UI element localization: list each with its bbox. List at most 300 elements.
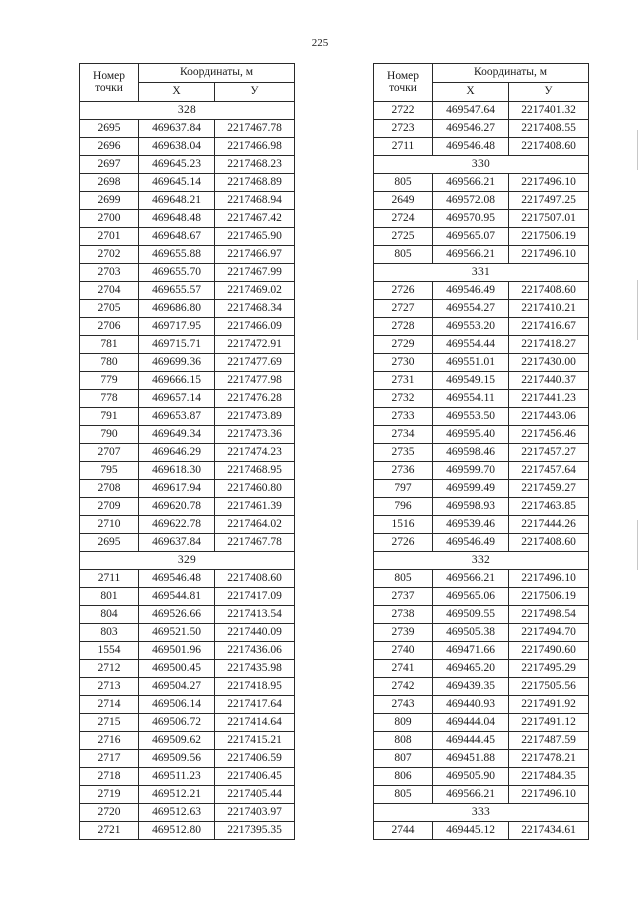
y-coordinate-cell: 2217413.54: [215, 606, 295, 624]
table-row: [80, 768, 295, 786]
x-coordinate-cell: 469512.63: [139, 804, 215, 822]
x-coordinate-cell: 469699.36: [139, 354, 215, 372]
table-row: [374, 678, 589, 696]
table-row: [80, 210, 295, 228]
y-header: У: [509, 83, 589, 102]
table-row: [374, 516, 589, 534]
y-coordinate-cell: 2217474.23: [215, 444, 295, 462]
y-coordinate-cell: 2217476.28: [215, 390, 295, 408]
y-coordinate-cell: 2217417.64: [215, 696, 295, 714]
y-coordinate-cell: 2217484.35: [509, 768, 589, 786]
x-coordinate-cell: 469444.45: [433, 732, 509, 750]
x-coordinate-cell: 469648.21: [139, 192, 215, 210]
table-row: [374, 462, 589, 480]
point-number-cell: 2729: [374, 336, 433, 354]
x-coordinate-cell: 469546.48: [139, 570, 215, 588]
table-row: [374, 570, 589, 588]
table-row: [80, 390, 295, 408]
x-coordinate-cell: 469655.70: [139, 264, 215, 282]
y-coordinate-cell: 2217406.59: [215, 750, 295, 768]
x-coordinate-cell: 469565.07: [433, 228, 509, 246]
x-coordinate-cell: 469465.20: [433, 660, 509, 678]
y-coordinate-cell: 2217490.60: [509, 642, 589, 660]
table-body-right: [374, 102, 589, 840]
x-coordinate-cell: 469717.95: [139, 318, 215, 336]
x-coordinate-cell: 469666.15: [139, 372, 215, 390]
x-coordinate-cell: 469521.50: [139, 624, 215, 642]
point-number-cell: 2715: [80, 714, 139, 732]
y-header: У: [215, 83, 295, 102]
x-coordinate-cell: 469546.49: [433, 282, 509, 300]
y-coordinate-cell: 2217468.95: [215, 462, 295, 480]
y-coordinate-cell: 2217468.23: [215, 156, 295, 174]
x-coordinate-cell: 469509.55: [433, 606, 509, 624]
coordinates-table-left: [79, 63, 295, 840]
point-number-cell: 2649: [374, 192, 433, 210]
point-number-cell: 805: [374, 246, 433, 264]
table-row: [374, 606, 589, 624]
point-number-cell: 801: [80, 588, 139, 606]
table-row: [374, 696, 589, 714]
point-number-cell: 781: [80, 336, 139, 354]
y-coordinate-cell: 2217416.67: [509, 318, 589, 336]
table-row: [374, 246, 589, 264]
x-coordinate-cell: 469657.14: [139, 390, 215, 408]
y-coordinate-cell: 2217477.69: [215, 354, 295, 372]
point-number-cell: 1554: [80, 642, 139, 660]
point-number-header-line2: точки: [389, 81, 417, 94]
x-coordinate-cell: 469444.04: [433, 714, 509, 732]
x-coordinate-cell: 469598.93: [433, 498, 509, 516]
table-row: [80, 480, 295, 498]
table-row: [374, 624, 589, 642]
point-number-cell: 2743: [374, 696, 433, 714]
point-number-cell: 2706: [80, 318, 139, 336]
x-header: X: [433, 83, 509, 102]
x-coordinate-cell: 469566.21: [433, 246, 509, 264]
y-coordinate-cell: 2217468.89: [215, 174, 295, 192]
page-number: 225: [311, 37, 329, 49]
x-coordinate-cell: 469440.93: [433, 696, 509, 714]
table-row: [374, 660, 589, 678]
y-coordinate-cell: 2217491.92: [509, 696, 589, 714]
point-number-cell: 2705: [80, 300, 139, 318]
point-number-cell: 2701: [80, 228, 139, 246]
point-number-cell: 2718: [80, 768, 139, 786]
x-coordinate-cell: 469546.27: [433, 120, 509, 138]
point-number-cell: 806: [374, 768, 433, 786]
point-number-cell: 2730: [374, 354, 433, 372]
table-row: [80, 732, 295, 750]
table-row: [80, 624, 295, 642]
x-coordinate-cell: 469648.48: [139, 210, 215, 228]
table-row: [80, 534, 295, 552]
x-coordinate-cell: 469570.95: [433, 210, 509, 228]
point-number-cell: 2702: [80, 246, 139, 264]
y-coordinate-cell: 2217417.09: [215, 588, 295, 606]
x-coordinate-cell: 469551.01: [433, 354, 509, 372]
x-coordinate-cell: 469554.44: [433, 336, 509, 354]
coordinates-header: Координаты, м: [139, 64, 295, 83]
x-coordinate-cell: 469645.23: [139, 156, 215, 174]
point-number-cell: 780: [80, 354, 139, 372]
y-coordinate-cell: 2217435.98: [215, 660, 295, 678]
y-coordinate-cell: 2217436.06: [215, 642, 295, 660]
x-coordinate-cell: 469565.06: [433, 588, 509, 606]
table-row: [80, 372, 295, 390]
table-row: [374, 228, 589, 246]
point-number-cell: 2716: [80, 732, 139, 750]
y-coordinate-cell: 2217401.32: [509, 102, 589, 120]
table-row: [80, 804, 295, 822]
x-coordinate-cell: 469544.81: [139, 588, 215, 606]
table-row: [374, 732, 589, 750]
y-coordinate-cell: 2217418.27: [509, 336, 589, 354]
y-coordinate-cell: 2217408.60: [509, 282, 589, 300]
group-number: 333: [374, 804, 589, 822]
y-coordinate-cell: 2217467.78: [215, 120, 295, 138]
y-coordinate-cell: 2217456.46: [509, 426, 589, 444]
y-coordinate-cell: 2217466.97: [215, 246, 295, 264]
coordinates-header: Координаты, м: [433, 64, 589, 83]
x-coordinate-cell: 469649.34: [139, 426, 215, 444]
table-row: [80, 786, 295, 804]
point-number-cell: 2704: [80, 282, 139, 300]
y-coordinate-cell: 2217418.95: [215, 678, 295, 696]
x-coordinate-cell: 469546.48: [433, 138, 509, 156]
table-row: [80, 444, 295, 462]
x-coordinate-cell: 469554.27: [433, 300, 509, 318]
point-number-cell: 2721: [80, 822, 139, 840]
y-coordinate-cell: 2217434.61: [509, 822, 589, 840]
table-row: [374, 768, 589, 786]
point-number-cell: 2699: [80, 192, 139, 210]
y-coordinate-cell: 2217487.59: [509, 732, 589, 750]
x-coordinate-cell: 469506.72: [139, 714, 215, 732]
group-row: [80, 552, 295, 570]
point-number-cell: 804: [80, 606, 139, 624]
group-number: 328: [80, 102, 295, 120]
point-number-header-line2: точки: [95, 81, 123, 94]
point-number-cell: 2708: [80, 480, 139, 498]
scan-edge-mark: [637, 130, 638, 170]
y-coordinate-cell: 2217468.34: [215, 300, 295, 318]
table-row: [80, 156, 295, 174]
table-row: [374, 480, 589, 498]
point-number-cell: 2725: [374, 228, 433, 246]
table-row: [374, 210, 589, 228]
point-number-cell: 2727: [374, 300, 433, 318]
point-number-cell: 2695: [80, 534, 139, 552]
group-row: [374, 552, 589, 570]
table-row: [80, 282, 295, 300]
table-row: [80, 120, 295, 138]
y-coordinate-cell: 2217506.19: [509, 228, 589, 246]
point-number-header-line1: Номер: [93, 70, 125, 82]
x-coordinate-cell: 469620.78: [139, 498, 215, 516]
point-number-cell: 805: [374, 174, 433, 192]
x-coordinate-cell: 469648.67: [139, 228, 215, 246]
y-coordinate-cell: 2217415.21: [215, 732, 295, 750]
group-number: 331: [374, 264, 589, 282]
group-number: 329: [80, 552, 295, 570]
y-coordinate-cell: 2217463.85: [509, 498, 589, 516]
x-coordinate-cell: 469471.66: [433, 642, 509, 660]
point-number-cell: 808: [374, 732, 433, 750]
point-number-cell: 779: [80, 372, 139, 390]
x-coordinate-cell: 469501.96: [139, 642, 215, 660]
table-row: [80, 300, 295, 318]
x-coordinate-cell: 469439.35: [433, 678, 509, 696]
y-coordinate-cell: 2217440.09: [215, 624, 295, 642]
table-row: [374, 822, 589, 840]
table-row: [374, 372, 589, 390]
y-coordinate-cell: 2217444.26: [509, 516, 589, 534]
x-coordinate-cell: 469617.94: [139, 480, 215, 498]
y-coordinate-cell: 2217497.25: [509, 192, 589, 210]
y-coordinate-cell: 2217494.70: [509, 624, 589, 642]
point-number-cell: 2731: [374, 372, 433, 390]
point-number-header: [374, 64, 433, 102]
table-row: [80, 588, 295, 606]
point-number-cell: 2697: [80, 156, 139, 174]
point-number-cell: 778: [80, 390, 139, 408]
point-number-cell: 2717: [80, 750, 139, 768]
y-coordinate-cell: 2217496.10: [509, 174, 589, 192]
table-row: [374, 192, 589, 210]
table-row: [374, 534, 589, 552]
table-row: [374, 750, 589, 768]
point-number-cell: 2710: [80, 516, 139, 534]
x-coordinate-cell: 469526.66: [139, 606, 215, 624]
y-coordinate-cell: 2217468.94: [215, 192, 295, 210]
group-row: [374, 804, 589, 822]
x-coordinate-cell: 469512.80: [139, 822, 215, 840]
point-number-cell: 2696: [80, 138, 139, 156]
y-coordinate-cell: 2217505.56: [509, 678, 589, 696]
x-coordinate-cell: 469622.78: [139, 516, 215, 534]
y-coordinate-cell: 2217506.19: [509, 588, 589, 606]
point-number-cell: 2712: [80, 660, 139, 678]
y-coordinate-cell: 2217460.80: [215, 480, 295, 498]
x-header: X: [139, 83, 215, 102]
x-coordinate-cell: 469553.20: [433, 318, 509, 336]
y-coordinate-cell: 2217410.21: [509, 300, 589, 318]
point-number-cell: 2714: [80, 696, 139, 714]
x-coordinate-cell: 469566.21: [433, 174, 509, 192]
table-row: [80, 354, 295, 372]
x-coordinate-cell: 469504.27: [139, 678, 215, 696]
point-number-cell: 795: [80, 462, 139, 480]
table-row: [80, 606, 295, 624]
point-number-header-line1: Номер: [387, 70, 419, 82]
x-coordinate-cell: 469445.12: [433, 822, 509, 840]
table-row: [374, 588, 589, 606]
y-coordinate-cell: 2217440.37: [509, 372, 589, 390]
point-number-cell: 2711: [374, 138, 433, 156]
y-coordinate-cell: 2217406.45: [215, 768, 295, 786]
point-number-cell: 2742: [374, 678, 433, 696]
point-number-cell: 2719: [80, 786, 139, 804]
y-coordinate-cell: 2217467.42: [215, 210, 295, 228]
y-coordinate-cell: 2217467.78: [215, 534, 295, 552]
y-coordinate-cell: 2217496.10: [509, 786, 589, 804]
point-number-cell: 2736: [374, 462, 433, 480]
x-coordinate-cell: 469549.15: [433, 372, 509, 390]
point-number-cell: 2700: [80, 210, 139, 228]
point-number-cell: 805: [374, 570, 433, 588]
point-number-cell: 790: [80, 426, 139, 444]
table-row: [80, 246, 295, 264]
point-number-cell: 2735: [374, 444, 433, 462]
table-row: [374, 120, 589, 138]
y-coordinate-cell: 2217441.23: [509, 390, 589, 408]
table-row: [374, 408, 589, 426]
x-coordinate-cell: 469637.84: [139, 534, 215, 552]
x-coordinate-cell: 469599.70: [433, 462, 509, 480]
y-coordinate-cell: 2217477.98: [215, 372, 295, 390]
point-number-cell: 803: [80, 624, 139, 642]
x-coordinate-cell: 469598.46: [433, 444, 509, 462]
x-coordinate-cell: 469566.21: [433, 570, 509, 588]
y-coordinate-cell: 2217472.91: [215, 336, 295, 354]
point-number-cell: 796: [374, 498, 433, 516]
y-coordinate-cell: 2217408.60: [215, 570, 295, 588]
x-coordinate-cell: 469655.57: [139, 282, 215, 300]
table-row: [80, 678, 295, 696]
y-coordinate-cell: 2217408.60: [509, 534, 589, 552]
point-number-cell: 2720: [80, 804, 139, 822]
y-coordinate-cell: 2217414.64: [215, 714, 295, 732]
table-row: [80, 660, 295, 678]
y-coordinate-cell: 2217466.09: [215, 318, 295, 336]
y-coordinate-cell: 2217457.27: [509, 444, 589, 462]
table-row: [80, 822, 295, 840]
table-row: [374, 174, 589, 192]
y-coordinate-cell: 2217507.01: [509, 210, 589, 228]
scan-edge-mark: [637, 280, 638, 340]
table-row: [80, 498, 295, 516]
point-number-cell: 805: [374, 786, 433, 804]
table-row: [374, 498, 589, 516]
point-number-cell: 2723: [374, 120, 433, 138]
x-coordinate-cell: 469554.11: [433, 390, 509, 408]
x-coordinate-cell: 469512.21: [139, 786, 215, 804]
x-coordinate-cell: 469509.56: [139, 750, 215, 768]
y-coordinate-cell: 2217395.35: [215, 822, 295, 840]
x-coordinate-cell: 469655.88: [139, 246, 215, 264]
table-row: [80, 174, 295, 192]
y-coordinate-cell: 2217473.89: [215, 408, 295, 426]
y-coordinate-cell: 2217498.54: [509, 606, 589, 624]
x-coordinate-cell: 469506.14: [139, 696, 215, 714]
y-coordinate-cell: 2217496.10: [509, 570, 589, 588]
y-coordinate-cell: 2217491.12: [509, 714, 589, 732]
point-number-cell: 2703: [80, 264, 139, 282]
table-row: [80, 516, 295, 534]
table-row: [80, 228, 295, 246]
point-number-cell: 807: [374, 750, 433, 768]
y-coordinate-cell: 2217443.06: [509, 408, 589, 426]
y-coordinate-cell: 2217496.10: [509, 246, 589, 264]
point-number-cell: 2737: [374, 588, 433, 606]
x-coordinate-cell: 469653.87: [139, 408, 215, 426]
x-coordinate-cell: 469505.90: [433, 768, 509, 786]
y-coordinate-cell: 2217469.02: [215, 282, 295, 300]
table-row: [374, 300, 589, 318]
point-number-cell: 2726: [374, 282, 433, 300]
y-coordinate-cell: 2217408.55: [509, 120, 589, 138]
point-number-cell: 2741: [374, 660, 433, 678]
x-coordinate-cell: 469451.88: [433, 750, 509, 768]
group-row: [374, 264, 589, 282]
table-row: [80, 570, 295, 588]
group-row: [374, 156, 589, 174]
table-row: [80, 462, 295, 480]
point-number-header: [80, 64, 139, 102]
x-coordinate-cell: 469645.14: [139, 174, 215, 192]
point-number-cell: 2734: [374, 426, 433, 444]
x-coordinate-cell: 469618.30: [139, 462, 215, 480]
point-number-cell: 809: [374, 714, 433, 732]
table-row: [374, 282, 589, 300]
table-row: [374, 336, 589, 354]
y-coordinate-cell: 2217457.64: [509, 462, 589, 480]
table-row: [374, 444, 589, 462]
table-row: [80, 192, 295, 210]
x-coordinate-cell: 469539.46: [433, 516, 509, 534]
x-coordinate-cell: 469553.50: [433, 408, 509, 426]
y-coordinate-cell: 2217465.90: [215, 228, 295, 246]
x-coordinate-cell: 469646.29: [139, 444, 215, 462]
x-coordinate-cell: 469715.71: [139, 336, 215, 354]
y-coordinate-cell: 2217430.00: [509, 354, 589, 372]
x-coordinate-cell: 469637.84: [139, 120, 215, 138]
point-number-cell: 2724: [374, 210, 433, 228]
x-coordinate-cell: 469546.49: [433, 534, 509, 552]
x-coordinate-cell: 469511.23: [139, 768, 215, 786]
table-row: [80, 408, 295, 426]
point-number-cell: 2728: [374, 318, 433, 336]
point-number-cell: 2739: [374, 624, 433, 642]
y-coordinate-cell: 2217478.21: [509, 750, 589, 768]
point-number-cell: 797: [374, 480, 433, 498]
table-row: [80, 318, 295, 336]
table-row: [80, 264, 295, 282]
point-number-cell: 2733: [374, 408, 433, 426]
y-coordinate-cell: 2217473.36: [215, 426, 295, 444]
y-coordinate-cell: 2217495.29: [509, 660, 589, 678]
y-coordinate-cell: 2217467.99: [215, 264, 295, 282]
y-coordinate-cell: 2217405.44: [215, 786, 295, 804]
table-row: [80, 336, 295, 354]
group-number: 332: [374, 552, 589, 570]
y-coordinate-cell: 2217408.60: [509, 138, 589, 156]
point-number-cell: 2740: [374, 642, 433, 660]
x-coordinate-cell: 469595.40: [433, 426, 509, 444]
x-coordinate-cell: 469500.45: [139, 660, 215, 678]
x-coordinate-cell: 469547.64: [433, 102, 509, 120]
table-row: [80, 138, 295, 156]
scan-edge-mark: [637, 520, 638, 570]
x-coordinate-cell: 469686.80: [139, 300, 215, 318]
x-coordinate-cell: 469566.21: [433, 786, 509, 804]
point-number-cell: 2738: [374, 606, 433, 624]
coordinates-table-right: [373, 63, 589, 840]
y-coordinate-cell: 2217459.27: [509, 480, 589, 498]
point-number-cell: 2711: [80, 570, 139, 588]
point-number-cell: 791: [80, 408, 139, 426]
